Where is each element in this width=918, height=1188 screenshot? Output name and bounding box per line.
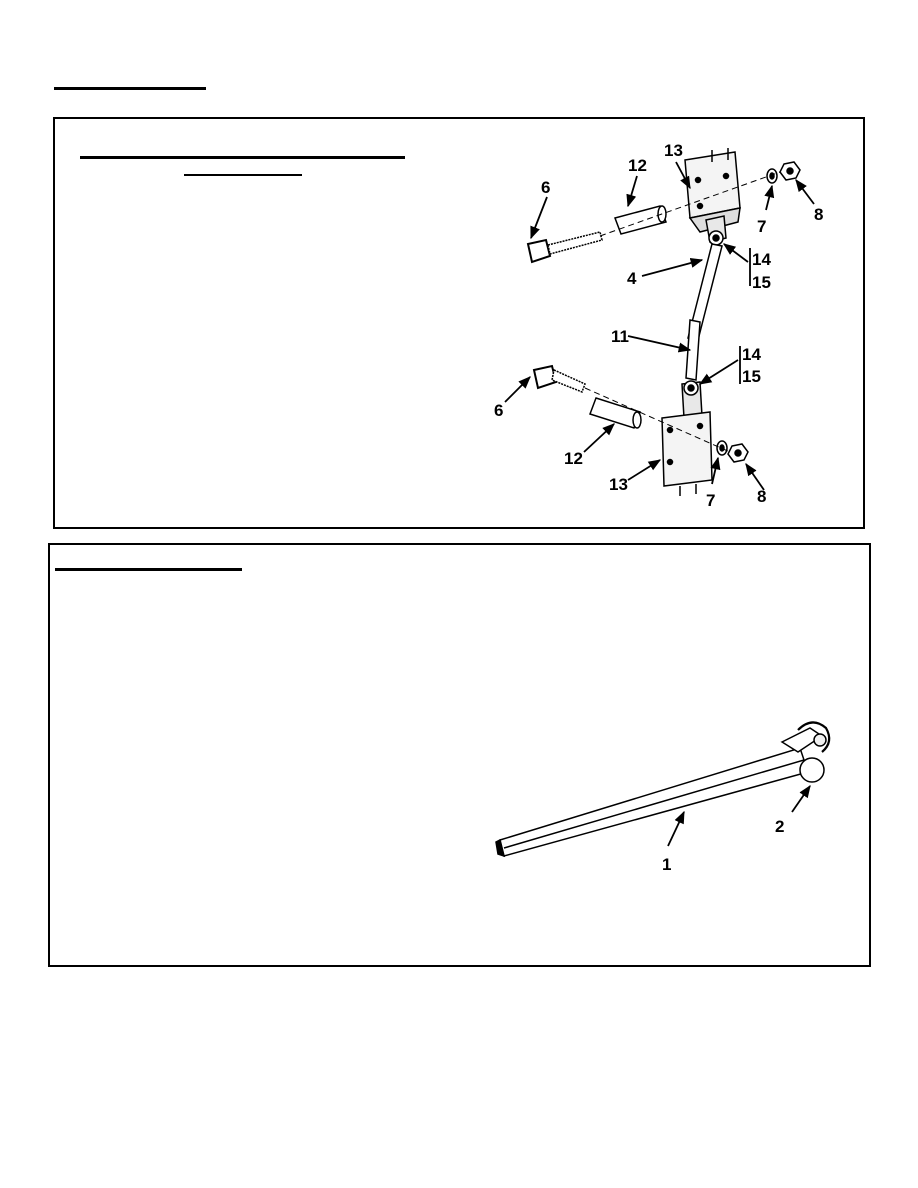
callout-11: 11 xyxy=(611,327,629,346)
callout-6-lower: 6 xyxy=(494,401,504,420)
lever-arm xyxy=(496,748,808,856)
callout-14-upper: 14 xyxy=(752,250,771,269)
callout-12-lower: 12 xyxy=(564,449,583,468)
callout-7-upper: 7 xyxy=(757,217,767,236)
callout-15-upper: 15 xyxy=(752,273,771,292)
callout-8-upper: 8 xyxy=(814,205,824,224)
callout-1: 1 xyxy=(662,855,672,874)
callout-12-upper: 12 xyxy=(628,156,647,175)
callout-7-lower: 7 xyxy=(706,491,716,510)
callout-13-lower: 13 xyxy=(609,475,628,494)
callout-4: 4 xyxy=(627,269,637,288)
callout-6-upper: 6 xyxy=(541,178,551,197)
callout-2: 2 xyxy=(775,817,785,836)
callout-13-upper: 13 xyxy=(664,141,683,160)
callout-15-lower: 15 xyxy=(742,367,761,386)
callout-8-lower: 8 xyxy=(757,487,767,506)
callout-14-lower: 14 xyxy=(742,345,761,364)
